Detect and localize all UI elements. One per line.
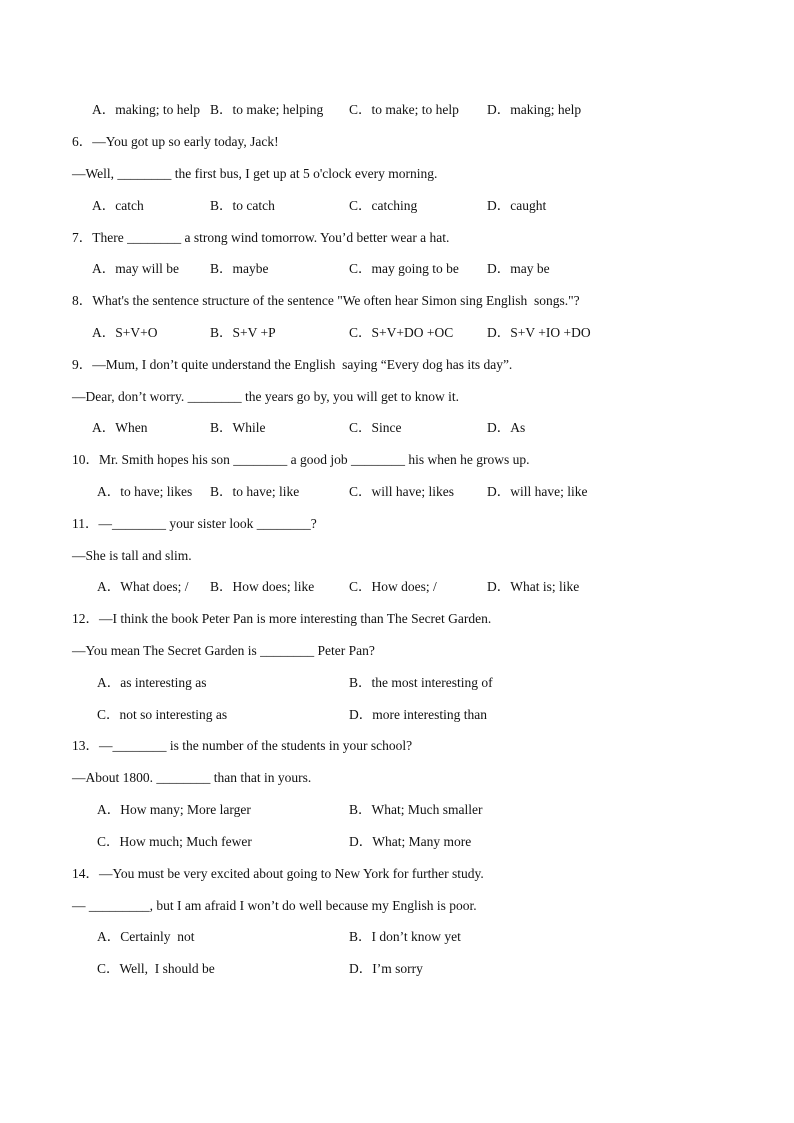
q9-option-d: D．As — [487, 420, 526, 435]
q13-option-a: A．How many; More larger — [97, 802, 251, 817]
q5-option-a: A．making; to help — [92, 102, 200, 117]
q10-stem: 10．Mr. Smith hopes his son ________ a good job ________ his when he grows up. — [72, 452, 530, 467]
q13-option-c: C．How much; Much fewer — [97, 834, 252, 849]
q10-option-a: A．to have; likes — [97, 484, 193, 499]
q7-option-c: C．may going to be — [349, 261, 459, 276]
q9-option-a: A．When — [92, 420, 148, 435]
q14-option-d: D．I’m sorry — [349, 961, 423, 976]
q14-option-b: B．I don’t know yet — [349, 929, 461, 944]
q13-stem: 13．—________ is the number of the students in your school? — [72, 738, 413, 753]
q14-option-a: A．Certainly not — [97, 929, 195, 944]
q10-option-c: C．will have; likes — [349, 484, 454, 499]
q8-option-c: C．S+V+DO +OC — [349, 325, 454, 340]
q9-option-c: C．Since — [349, 420, 402, 435]
q11-option-b: B．How does; like — [210, 579, 315, 594]
q6-option-c: C．catching — [349, 198, 418, 213]
q10-option-b: B．to have; like — [210, 484, 300, 499]
q5-option-d: D．making; help — [487, 102, 582, 117]
q12-line2: —You mean The Secret Garden is ________ Peter Pan? — [72, 643, 375, 658]
q13-line2: —About 1800. ________ than that in yours. — [72, 770, 312, 785]
q12-option-b: B．the most interesting of — [349, 675, 493, 690]
q9-option-b: B．While — [210, 420, 266, 435]
q12-option-c: C．not so interesting as — [97, 707, 228, 722]
q7-option-d: D．may be — [487, 261, 550, 276]
q11-stem: 11．—________ your sister look ________? — [72, 516, 317, 531]
q8-option-b: B．S+V +P — [210, 325, 276, 340]
q7-stem: 7．There ________ a strong wind tomorrow. You’d better wear a hat. — [72, 230, 450, 245]
q5-option-b: B．to make; helping — [210, 102, 324, 117]
q14-stem: 14．—You must be very excited about going to New York for further study. — [72, 866, 484, 881]
q13-option-d: D．What; Many more — [349, 834, 472, 849]
q9-stem: 9．—Mum, I don’t quite understand the English saying “Every dog has its day”. — [72, 357, 513, 372]
q12-option-a: A．as interesting as — [97, 675, 207, 690]
q6-line2: —Well, ________ the first bus, I get up at 5 o'clock every morning. — [72, 166, 438, 181]
q9-line2: —Dear, don’t worry. ________ the years go by, you will get to know it. — [72, 389, 460, 404]
q6-option-a: A．catch — [92, 198, 144, 213]
q8-option-d: D．S+V +IO +DO — [487, 325, 591, 340]
q7-option-b: B．maybe — [210, 261, 269, 276]
q11-option-c: C．How does; / — [349, 579, 437, 594]
q10-option-d: D．will have; like — [487, 484, 588, 499]
q8-option-a: A．S+V+O — [92, 325, 158, 340]
q6-stem: 6．—You got up so early today, Jack! — [72, 134, 279, 149]
q13-option-b: B．What; Much smaller — [349, 802, 483, 817]
q11-option-d: D．What is; like — [487, 579, 580, 594]
q5-option-c: C．to make; to help — [349, 102, 459, 117]
q12-option-d: D．more interesting than — [349, 707, 487, 722]
q14-line2: — _________, but I am afraid I won’t do well because my English is poor. — [72, 898, 477, 913]
q14-option-c: C．Well, I should be — [97, 961, 215, 976]
q6-option-d: D．caught — [487, 198, 547, 213]
q12-stem: 12．—I think the book Peter Pan is more interesting than The Secret Garden. — [72, 611, 492, 626]
q11-option-a: A．What does; / — [97, 579, 189, 594]
q8-stem: 8．What's the sentence structure of the sentence "We often hear Simon sing English songs."? — [72, 293, 580, 308]
q7-option-a: A．may will be — [92, 261, 179, 276]
q11-line2: —She is tall and slim. — [72, 548, 192, 563]
q6-option-b: B．to catch — [210, 198, 275, 213]
